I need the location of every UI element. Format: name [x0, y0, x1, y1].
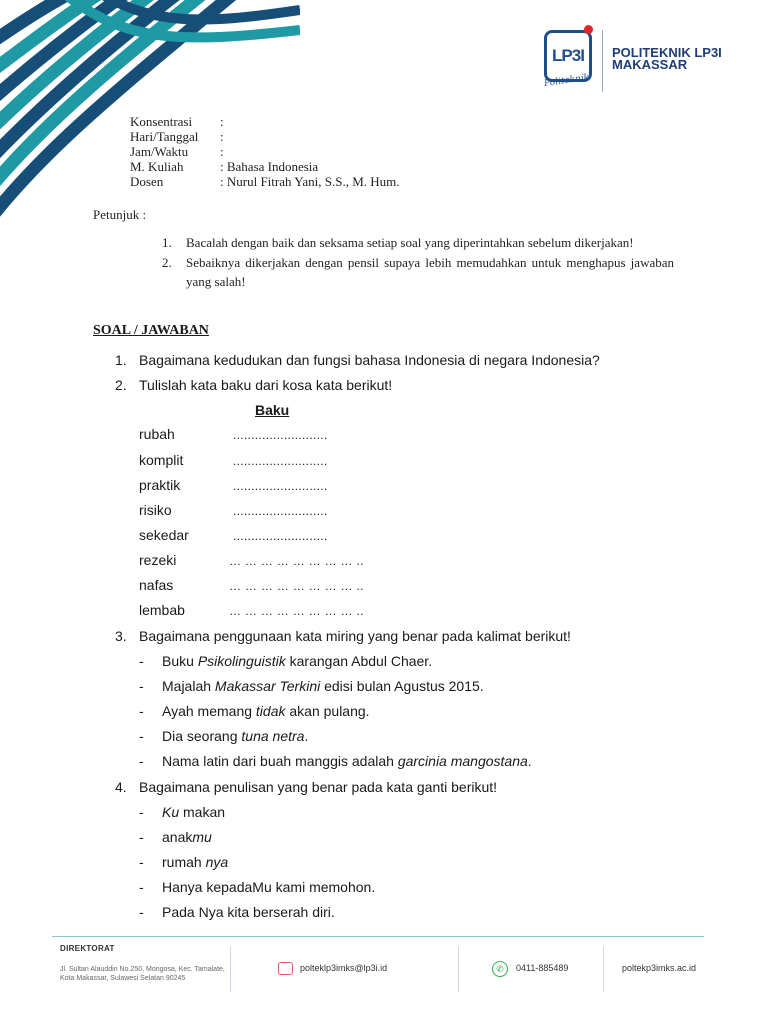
footer-separator — [603, 946, 604, 992]
info-row-hari-tanggal — [130, 129, 400, 144]
bullet-dash: - — [139, 728, 144, 744]
bullet-dash: - — [139, 879, 144, 895]
question-text: Bagaimana penulisan yang benar pada kata ganti berikut! — [139, 779, 498, 795]
info-value: : Bahasa Indonesia — [220, 159, 319, 174]
pronoun-text: rumah — [162, 854, 206, 870]
instruction-number: 2. — [162, 255, 172, 270]
word-item: sekedar — [139, 527, 189, 543]
answer-blank: .......................... — [233, 428, 328, 442]
answer-blank: .......................... — [233, 479, 328, 493]
pronoun-italic: Ku — [162, 804, 180, 820]
sentence-italic: tidak — [255, 703, 286, 719]
sentence-text-end: . — [527, 753, 532, 769]
instructions-label: Petunjuk : — [93, 207, 147, 222]
sentence-item — [162, 678, 484, 694]
info-value: : — [220, 114, 224, 129]
instruction-text: Bacalah dengan baik dan seksama setiap soal yang diperintahkan sebelum dikerjakan! — [186, 235, 634, 250]
baku-heading: Baku — [255, 402, 290, 418]
bullet-dash: - — [139, 904, 144, 920]
bullet-dash: - — [139, 854, 144, 870]
exam-info — [130, 114, 400, 189]
logo-script-text: Politeknik — [543, 72, 590, 90]
word-item: risiko — [139, 502, 172, 518]
info-value: : — [220, 144, 224, 159]
bullet-dash: - — [139, 653, 144, 669]
footer-address: Jl. Sultan Alauddin No.250, Mongosa, Kec. Tamalate, Kota Makassar, Sulawesi Selatan 90245 — [60, 966, 225, 982]
question-number: 3. — [115, 628, 127, 644]
answer-blank: … … … … … … … … .. — [229, 604, 364, 618]
sentence-text-end: akan pulang. — [285, 703, 370, 719]
answer-blank: .......................... — [233, 454, 328, 468]
sentence-text-end: edisi bulan Agustus 2015. — [320, 678, 484, 694]
instruction-text: Sebaiknya dikerjakan dengan pensil supaya lebih memudahkan untuk menghapus jawaban yang salah! — [186, 255, 674, 289]
pronoun-text: Pada Nya kita berserah diri. — [162, 904, 335, 920]
footer-divider — [52, 936, 704, 937]
whatsapp-icon: ✆ — [492, 961, 508, 977]
pronoun-item — [162, 829, 212, 845]
pronoun-item — [162, 854, 228, 870]
word-item: nafas — [139, 577, 174, 593]
word-item: lembab — [139, 602, 185, 618]
sentence-italic: Makassar Terkini — [214, 678, 321, 694]
pronoun-item — [162, 879, 375, 895]
bullet-dash: - — [139, 678, 144, 694]
bullet-dash: - — [139, 829, 144, 845]
question-number: 2. — [115, 377, 127, 393]
institution-name-line1: POLITEKNIK LP3I — [612, 45, 722, 60]
word-item: komplit — [139, 452, 184, 468]
bullet-dash: - — [139, 753, 144, 769]
pronoun-text-end: makan — [179, 804, 226, 820]
answer-blank: .......................... — [233, 529, 328, 543]
instruction-item — [162, 253, 674, 291]
info-value: : — [220, 129, 224, 144]
envelope-icon — [278, 962, 293, 975]
institution-name — [612, 47, 722, 71]
sentence-text-end: . — [304, 728, 309, 744]
footer-phone[interactable]: 0411-885489 — [516, 963, 569, 973]
pronoun-text: anak — [162, 829, 193, 845]
sentence-italic: Psikolinguistik — [197, 653, 286, 669]
question-text: Tulislah kata baku dari kosa kata berikut! — [139, 377, 393, 393]
answer-blank: … … … … … … … … .. — [229, 554, 364, 568]
question-text: Bagaimana penggunaan kata miring yang benar pada kalimat berikut! — [139, 628, 571, 644]
info-value: : Nurul Fitrah Yani, S.S., M. Hum. — [220, 174, 400, 189]
sentence-text: Dia seorang — [162, 728, 242, 744]
sentence-italic: tuna netra — [241, 728, 305, 744]
answer-blank: .......................... — [233, 504, 328, 518]
info-label: Jam/Waktu — [130, 144, 189, 159]
instruction-item — [162, 233, 674, 252]
footer-website[interactable]: poltekp3imks.ac.id — [622, 963, 697, 973]
logo-red-dot — [584, 25, 593, 34]
sentence-text: Ayah memang — [162, 703, 256, 719]
answer-blank: … … … … … … … … .. — [229, 579, 364, 593]
info-row-jam-waktu — [130, 144, 400, 159]
pronoun-item — [162, 904, 335, 920]
footer-email[interactable]: polteklp3imks@lp3i.id — [300, 963, 388, 973]
footer-separator — [230, 946, 231, 992]
sentence-text: Nama latin dari buah manggis adalah — [162, 753, 398, 769]
info-row-konsentrasi — [130, 114, 400, 129]
sentence-item — [162, 728, 308, 744]
bullet-dash: - — [139, 804, 144, 820]
pronoun-italic: nya — [205, 854, 229, 870]
pronoun-item — [162, 804, 225, 820]
question-number: 4. — [115, 779, 127, 795]
info-label: M. Kuliah — [130, 159, 184, 174]
logo-divider — [602, 30, 603, 92]
bullet-dash: - — [139, 703, 144, 719]
word-item: praktik — [139, 477, 181, 493]
sentence-italic: garcinia mangostana — [397, 753, 528, 769]
sentence-text-end: karangan Abdul Chaer. — [285, 653, 433, 669]
info-row-dosen — [130, 174, 400, 189]
footer-separator — [458, 946, 459, 992]
info-label: Konsentrasi — [130, 114, 193, 129]
info-row-mata-kuliah — [130, 159, 400, 174]
institution-logo — [544, 28, 744, 98]
question-number: 1. — [115, 352, 127, 368]
word-item: rezeki — [139, 552, 177, 568]
instruction-number: 1. — [162, 235, 172, 250]
section-title: SOAL / JAWABAN — [93, 323, 209, 338]
institution-name-line2: MAKASSAR — [612, 57, 688, 72]
logo-mark-text: LP3I — [552, 46, 584, 65]
sentence-item — [162, 753, 532, 769]
instructions-list — [162, 233, 674, 292]
sentence-item — [162, 653, 432, 669]
info-label: Dosen — [130, 174, 164, 189]
sentence-item — [162, 703, 370, 719]
pronoun-italic: mu — [192, 829, 212, 845]
info-label: Hari/Tanggal — [130, 129, 199, 144]
footer-label: DIREKTORAT — [60, 944, 115, 953]
sentence-text: Majalah — [162, 678, 215, 694]
word-item: rubah — [139, 426, 175, 442]
sentence-text: Buku — [162, 653, 198, 669]
pronoun-text: Hanya kepadaMu kami memohon. — [162, 879, 376, 895]
question-text: Bagaimana kedudukan dan fungsi bahasa Indonesia di negara Indonesia? — [139, 352, 600, 368]
